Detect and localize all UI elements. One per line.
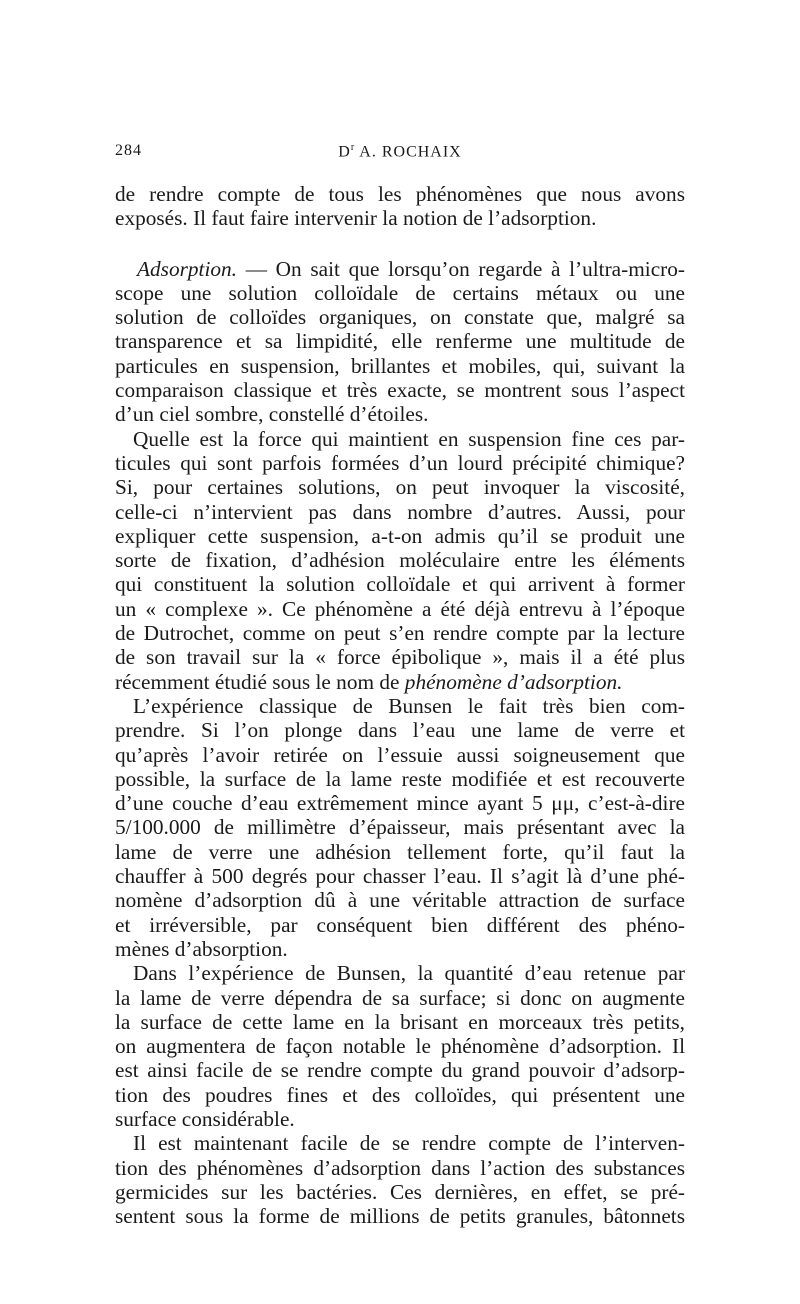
text-line: de Dutrochet, comme on peut s’en rendre compte par la lecture: [115, 621, 685, 646]
text-line: sorte de fixation, d’adhésion moléculaire entre les éléments: [115, 548, 685, 573]
text-line: sentent sous la forme de millions de petits granules, bâtonnets: [115, 1204, 685, 1229]
text-line: celle-ci n’intervient pas dans nombre d’autres. Aussi, pour: [115, 499, 685, 524]
text-line-part: récemment étudié sous le nom de: [115, 669, 405, 694]
text-line: lame de verre une adhésion tellement forte, qu’il faut la: [115, 839, 685, 864]
text-line: mènes d’absorption.: [115, 936, 288, 961]
text-line: chauffer à 500 degrés pour chasser l’eau. Il s’agit là d’une phé-: [115, 864, 685, 889]
text-line: nomène d’adsorption dû à une véritable attraction de surface: [115, 888, 685, 913]
text-line: prendre. Si l’on plonge dans l’eau une lame de verre et: [115, 718, 685, 743]
text-line: possible, la surface de la lame reste modifiée et est recouverte: [115, 766, 685, 791]
text-line: transparence et sa limpidité, elle renferme une multitude de: [115, 329, 685, 354]
text-line: d’une couche d’eau extrêmement mince ayant 5 μμ, c’est-à-dire: [115, 791, 685, 816]
text-line: tion des phénomènes d’adsorption dans l’action des substances: [115, 1155, 685, 1180]
author-name: A. ROCHAIX: [355, 143, 462, 161]
text-line: Quelle est la force qui maintient en suspension fine ces par-: [133, 426, 685, 451]
text-line: [115, 257, 685, 281]
text-line: comparaison classique et très exacte, se montrent sous l’aspect: [115, 378, 685, 403]
text-line: exposés. Il faut faire intervenir la notion de l’adsorption.: [115, 206, 597, 231]
text-line: expliquer cette suspension, a-t-on admis qu’il se produit une: [115, 523, 685, 548]
text-line: de son travail sur la « force épibolique », mais il a été plus: [115, 645, 685, 670]
text-line: [115, 670, 685, 694]
text-line: d’un ciel sombre, constellé d’étoiles.: [115, 402, 429, 427]
text-line: germicides sur les bactéries. Ces dernières, en effet, se pré-: [115, 1179, 685, 1204]
section-title-adsorption: Adsorption.: [137, 256, 237, 281]
text-line: scope une solution colloïdale de certains métaux ou une: [115, 280, 685, 305]
text-line: est ainsi facile de se rendre compte du grand pouvoir d’adsorp-: [115, 1058, 685, 1083]
text-line: un « complexe ». Ce phénomène a été déjà entrevu à l’époque: [115, 596, 685, 621]
author-prefix: D: [338, 143, 351, 161]
text-line-rest: — On sait que lorsqu’on regarde à l’ultra-micro-: [237, 256, 685, 281]
text-line: 5/100.000 de millimètre d’épaisseur, mais présentant avec la: [115, 815, 685, 840]
text-line: Si, pour certaines solutions, on peut invoquer la viscosité,: [115, 475, 685, 500]
text-line: particules en suspension, brillantes et mobiles, qui, suivant la: [115, 353, 685, 378]
text-line: ticules qui sont parfois formées d’un lourd précipité chimique?: [115, 450, 685, 475]
paragraph-gap: [115, 231, 685, 257]
author-prefix-sup: r: [350, 142, 356, 153]
body-text: [115, 182, 685, 1228]
text-line: on augmentera de façon notable le phénomène d’adsorption. Il: [115, 1034, 685, 1059]
text-line: et irréversible, par conséquent bien différent des phéno-: [115, 912, 685, 937]
text-line: solution de colloïdes organiques, on constate que, malgré sa: [115, 305, 685, 330]
text-line: tion des poudres fines et des colloïdes, qui présentent une: [115, 1082, 685, 1107]
term-phenomene-adsorption: phénomène d’adsorption.: [404, 669, 623, 694]
text-line: qu’après l’avoir retirée on l’essuie aussi soigneusement que: [115, 742, 685, 767]
text-line: la surface de cette lame en la brisant en morceaux très petits,: [115, 1009, 685, 1034]
text-line: de rendre compte de tous les phénomènes que nous avons: [115, 182, 685, 206]
running-title: [115, 142, 685, 161]
text-line: Il est maintenant facile de se rendre compte de l’interven-: [133, 1131, 685, 1156]
running-head: [115, 142, 685, 166]
text-line: Dans l’expérience de Bunsen, la quantité d’eau retenue par: [133, 961, 685, 986]
text-line: surface considérable.: [115, 1106, 295, 1131]
text-line: L’expérience classique de Bunsen le fait très bien com-: [133, 693, 685, 718]
text-line: la lame de verre dépendra de sa surface; si donc on augmente: [115, 985, 685, 1010]
page-number: 284: [115, 142, 142, 159]
text-line: qui constituent la solution colloïdale et qui arrivent à former: [115, 572, 685, 597]
